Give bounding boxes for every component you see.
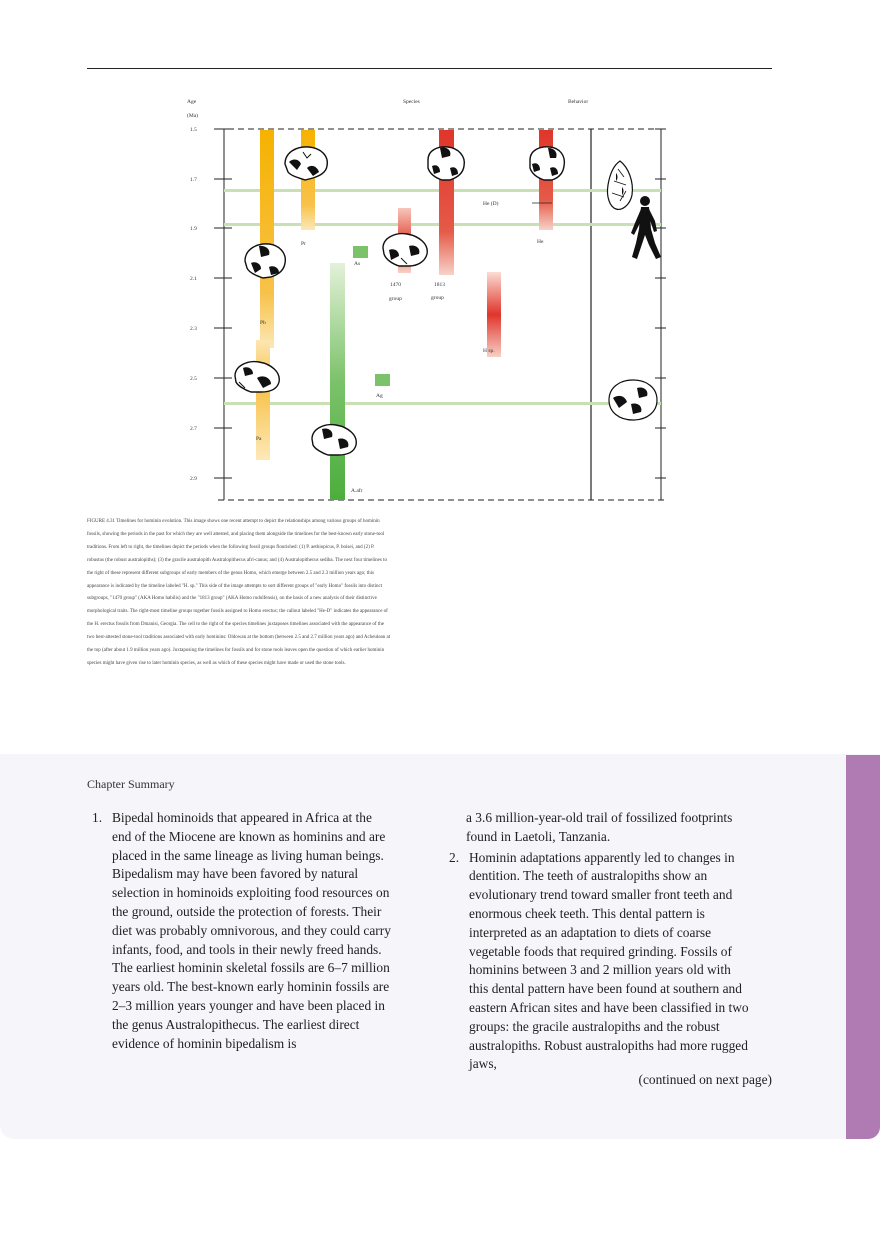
summary-column-left — [92, 809, 392, 1053]
label-1813-group: group — [431, 295, 444, 301]
tick-label: 2.7 — [190, 426, 197, 432]
skull-icon — [285, 147, 327, 180]
label-pa: Pa — [256, 436, 262, 442]
bar-ag — [375, 374, 390, 386]
species-header: Species — [403, 99, 420, 105]
hominin-timeline-figure — [0, 0, 880, 520]
skull-icon — [312, 425, 356, 455]
age-header: Age — [187, 99, 197, 105]
summary-item-1 — [92, 809, 392, 1053]
label-1470-group: group — [389, 296, 402, 302]
skull-icon — [428, 147, 464, 180]
age-unit: (Ma) — [187, 113, 198, 119]
tick-label: 2.9 — [190, 476, 197, 482]
item-text: Hominin adaptations apparently led to changes in dentition. The teeth of australopiths show an evolutionary trend toward smaller front teeth and enormous cheek teeth. This dental pattern is interpreted as an adaptation to diets of coarse vegetable foods that required grinding. Fossils of hominins between 3 and 2 million years old with this dental pattern have been found at southern and eastern African sites and have been classified in two groups: the gracile australopiths and the robust australopiths. Robust australopiths had more rugged jaws, — [469, 849, 749, 1072]
bar-aafr — [330, 263, 345, 500]
figure-caption: FIGURE 4.31 Timelines for hominin evolution. This image shows one recent attempt to depict the relationships among various groups of hominin fossils, showing the periods in the past for which they are well attested, and placing them alongside the timelines for the best-known early stone-tool traditions. From left to right, the timelines depict the periods when the following fossil groups flourished: (1) P. aethiopicus, P. boisei, and (2) P. robustus (the robust australopiths); (3) the gracile australopith Australopithecus afri-canus; and (4) Australopithecus sediba. The next four timelines to the right of these represent different subgroups of early members of the genus Homo, which emerge between 2.5 and 2.3 million years ago; this appearance is indicated by the timeline labeled "H. sp." This side of the image attempts to sort different groups of "early Homo" fossils into distinct subgroups, "1470 group" (AKA Homo habilis) and the "1813 group" (AKA Homo rudolfensis), on the basis of a new analysis of their distinctive morphological traits. The right-most timeline groups together fossils assigned to Homo erectus; the callout labeled "He-D" indicates the appearance of the H. erectus fossils from Dmanisi, Georgia. The cell to the right of the species timelines juxtaposes timelines associated with the appearance of the two best-attested stone-tool traditions associated with early hominins: Oldowan at the bottom (between 2.5 and 2.7 million years ago) and Acheulean at the top (after about 1.9 million years ago). Juxtaposing the timelines for fossils and for stone tools leaves open the question of which earlier hominin species might have given rise to later hominin species, as well as which of these species might have made or used the stone tools. — [87, 519, 391, 666]
tick-label: 2.3 — [190, 326, 197, 332]
tick-label: 1.9 — [190, 226, 197, 232]
tick-label: 2.5 — [190, 376, 197, 382]
bar-pb — [260, 130, 274, 348]
summary-item-2 — [449, 849, 749, 1075]
label-he: He — [537, 239, 544, 245]
tick-label: 1.7 — [190, 177, 197, 183]
label-pb: Pb — [260, 320, 266, 326]
bar-hsp — [487, 272, 501, 357]
species-bars — [256, 130, 553, 500]
summary-column-right — [449, 809, 749, 1074]
item-text: Bipedal hominoids that appeared in Africa at the end of the Miocene are known as hominins and are placed in the same lineage as living human beings. Bipedalism may have been favored by natural selection in hominoids exploiting food resources on the ground, outside the protection of forests. Their diet was probably omnivorous, and they could carry infants, food, and tools in their newly freed hands. The earliest hominin skeletal fossils are 6–7 million years old. The best-known early hominin fossils are 2–3 million years younger and have been placed in the genus Australopithecus. The earliest direct evidence of hominin bipedalism is — [112, 810, 391, 1051]
continued-note: (continued on next page) — [638, 1072, 772, 1087]
skull-icon — [235, 362, 279, 392]
label-he-d: He (D) — [483, 201, 499, 207]
bar-as — [353, 246, 368, 258]
label-ag: Ag — [376, 393, 383, 399]
behavior-header: Behavior — [568, 99, 589, 105]
skull-icon — [383, 234, 427, 266]
label-as: As — [354, 261, 361, 267]
stone-chopper-icon — [609, 380, 657, 420]
chapter-accent-tab — [846, 755, 880, 1139]
label-aafr: A.afr — [351, 488, 363, 494]
label-1813: 1813 — [434, 282, 445, 288]
stone-handaxe-icon — [607, 161, 632, 209]
timeline-oldowan — [224, 402, 661, 405]
bar-pa — [256, 340, 270, 460]
label-1470: 1470 — [390, 282, 401, 288]
item-number: 1. — [92, 810, 103, 825]
summary-item-1-continuation: a 3.6 million-year-old trail of fossilized footprints found in Laetoli, Tanzania. — [466, 810, 733, 844]
skull-icon — [530, 147, 564, 180]
label-hsp: H sp. — [483, 348, 495, 354]
label-pr: Pr — [301, 241, 306, 247]
item-number: 2. — [449, 849, 460, 865]
chapter-summary-title: Chapter Summary — [87, 777, 175, 791]
tick-label: 2.1 — [190, 276, 197, 282]
skull-icon — [245, 244, 285, 278]
tick-label: 1.5 — [190, 127, 197, 133]
